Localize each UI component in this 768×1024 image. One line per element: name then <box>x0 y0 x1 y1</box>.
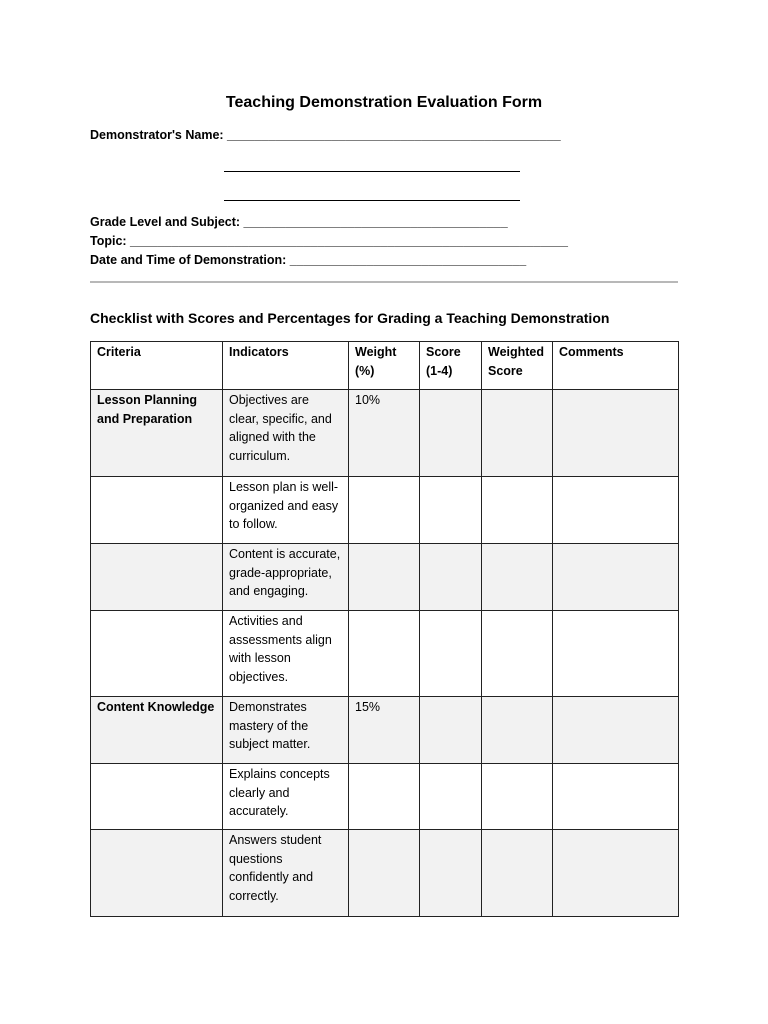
weighted-score-cell <box>482 697 553 764</box>
header-weighted-score: Weighted Score <box>482 342 553 390</box>
table-row <box>91 830 679 917</box>
header-comments: Comments <box>553 342 679 390</box>
weight-cell <box>349 544 420 611</box>
header-score: Score (1-4) <box>420 342 482 390</box>
table-row <box>91 764 679 830</box>
name-blank-line-2 <box>224 200 520 201</box>
section-divider <box>90 281 678 283</box>
table-row <box>91 390 679 477</box>
name-blank-line-1 <box>224 171 520 172</box>
criteria-cell <box>91 611 223 697</box>
header-indicators: Indicators <box>223 342 349 390</box>
checklist-title: Checklist with Scores and Percentages for Grading a Teaching Demonstration <box>90 310 610 326</box>
grade-level-subject-field: Grade Level and Subject: ______________________________________ <box>90 215 508 229</box>
table-row <box>91 697 679 764</box>
score-cell <box>420 611 482 697</box>
header-criteria: Criteria <box>91 342 223 390</box>
score-cell <box>420 697 482 764</box>
weight-cell <box>349 611 420 697</box>
indicator-cell: Demonstrates mastery of the subject matter. <box>223 697 349 764</box>
score-cell <box>420 477 482 544</box>
weight-cell: 10% <box>349 390 420 477</box>
weight-cell: 15% <box>349 697 420 764</box>
weighted-score-cell <box>482 611 553 697</box>
score-cell <box>420 764 482 830</box>
indicator-cell: Content is accurate, grade-appropriate, and engaging. <box>223 544 349 611</box>
comments-cell <box>553 611 679 697</box>
score-cell <box>420 830 482 917</box>
indicator-cell: Lesson plan is well-organized and easy to follow. <box>223 477 349 544</box>
weighted-score-cell <box>482 390 553 477</box>
comments-cell <box>553 697 679 764</box>
weight-cell <box>349 477 420 544</box>
header-weight: Weight (%) <box>349 342 420 390</box>
criteria-cell <box>91 544 223 611</box>
score-cell <box>420 390 482 477</box>
table-header-row <box>91 342 679 390</box>
comments-cell <box>553 764 679 830</box>
indicator-cell: Explains concepts clearly and accurately. <box>223 764 349 830</box>
weight-cell <box>349 764 420 830</box>
indicator-cell: Activities and assessments align with lesson objectives. <box>223 611 349 697</box>
comments-cell <box>553 390 679 477</box>
weighted-score-cell <box>482 830 553 917</box>
criteria-cell <box>91 830 223 917</box>
indicator-cell: Objectives are clear, specific, and aligned with the curriculum. <box>223 390 349 477</box>
weighted-score-cell <box>482 544 553 611</box>
criteria-cell <box>91 477 223 544</box>
comments-cell <box>553 477 679 544</box>
topic-field: Topic: _______________________________________________________________ <box>90 234 569 248</box>
table-row <box>91 477 679 544</box>
comments-cell <box>553 830 679 917</box>
table-row <box>91 544 679 611</box>
weighted-score-cell <box>482 477 553 544</box>
weight-cell <box>349 830 420 917</box>
table-row <box>91 611 679 697</box>
indicator-cell: Answers student questions confidently and correctly. <box>223 830 349 917</box>
comments-cell <box>553 544 679 611</box>
criteria-cell <box>91 764 223 830</box>
form-title: Teaching Demonstration Evaluation Form <box>225 94 543 111</box>
date-time-field: Date and Time of Demonstration: __________________________________ <box>90 253 527 267</box>
score-cell <box>420 544 482 611</box>
demonstrator-name-field: Demonstrator's Name: ________________________________________________ <box>90 128 561 142</box>
criteria-cell: Content Knowledge <box>91 697 223 764</box>
criteria-cell: Lesson Planning and Preparation <box>91 390 223 477</box>
evaluation-table <box>90 341 679 917</box>
weighted-score-cell <box>482 764 553 830</box>
